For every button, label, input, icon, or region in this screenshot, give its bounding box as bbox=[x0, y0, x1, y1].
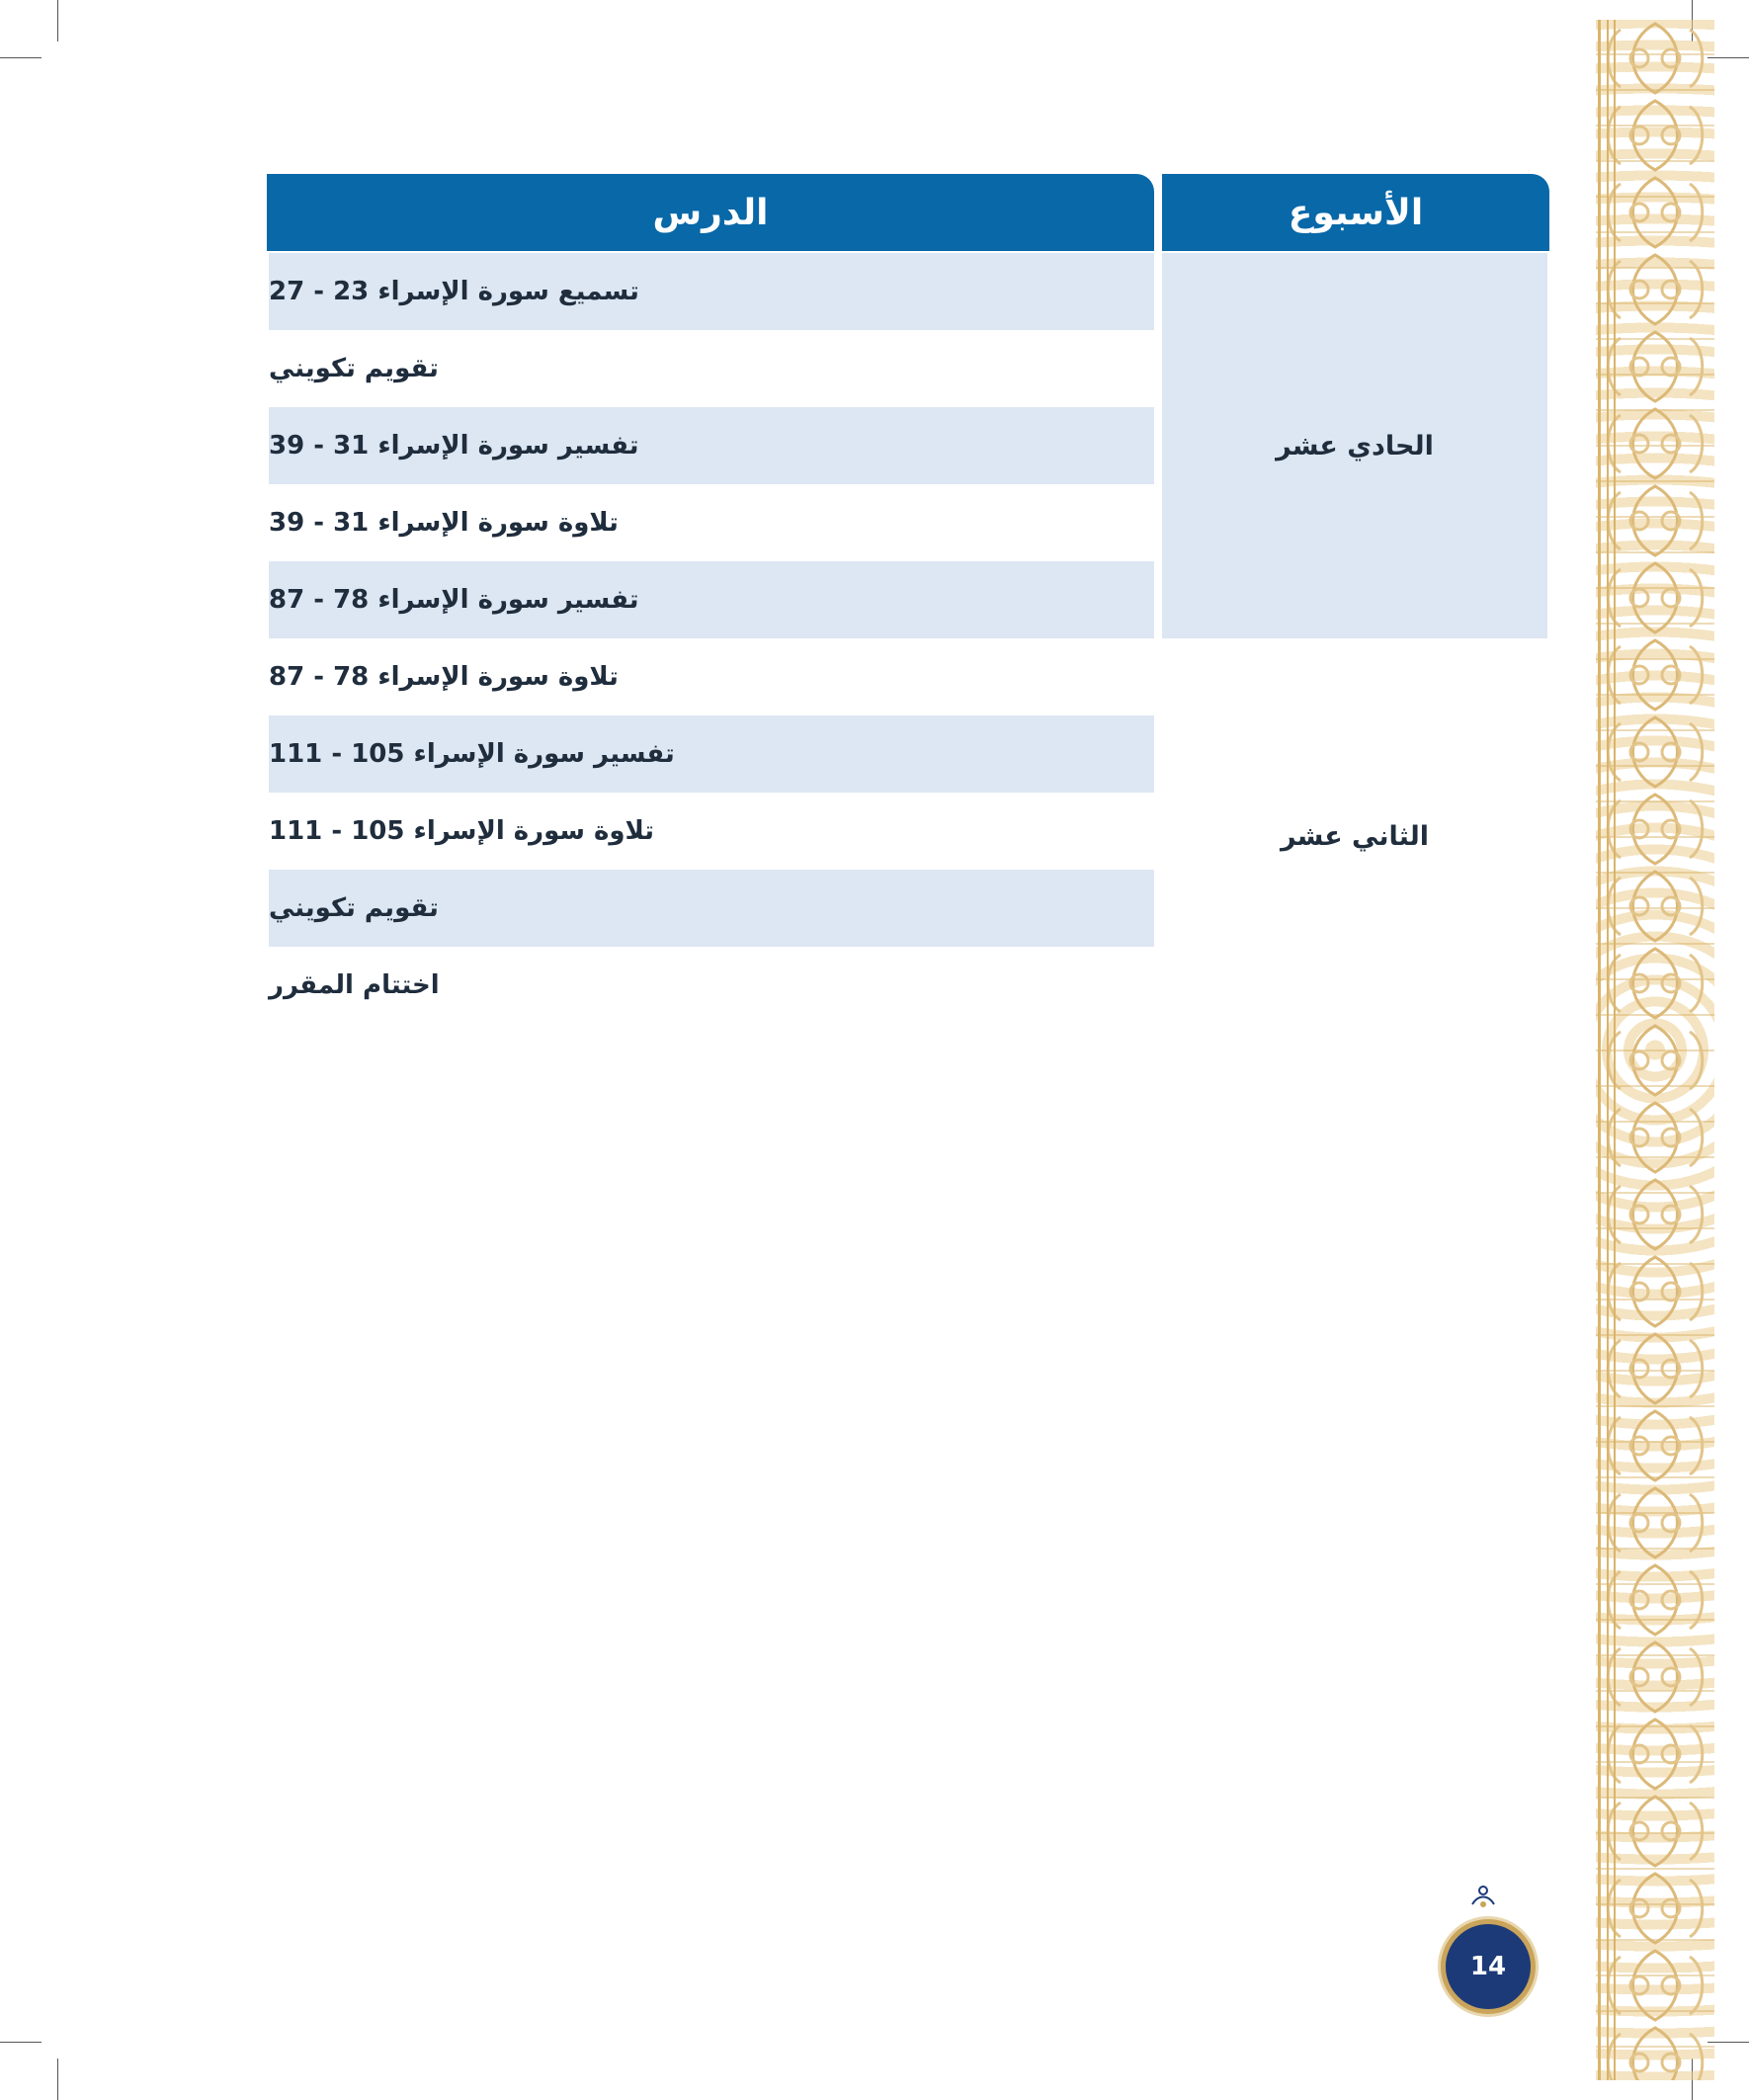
lesson-row bbox=[269, 330, 1154, 407]
lesson-text: تقويم تكويني bbox=[269, 354, 439, 383]
page-number: 14 bbox=[1441, 1919, 1536, 2014]
ornament-icon bbox=[1468, 1883, 1498, 1912]
lesson-text: اختتام المقرر bbox=[269, 970, 440, 1000]
week-cell: الحادي عشر bbox=[1162, 253, 1547, 638]
lesson-text: تسميع سورة الإسراء 23 - 27 bbox=[269, 277, 639, 306]
crop-mark bbox=[0, 57, 42, 58]
lesson-row bbox=[269, 484, 1154, 561]
lesson-text: تفسير سورة الإسراء 105 - 111 bbox=[269, 739, 675, 769]
lesson-row bbox=[269, 715, 1154, 793]
lesson-text: تفسير سورة الإسراء 78 - 87 bbox=[269, 585, 639, 615]
lesson-row bbox=[269, 793, 1154, 870]
crop-mark bbox=[57, 2058, 58, 2100]
lesson-row bbox=[269, 407, 1154, 484]
crop-mark bbox=[57, 0, 58, 42]
lesson-row bbox=[269, 947, 1154, 1024]
lesson-text: تلاوة سورة الإسراء 105 - 111 bbox=[269, 816, 655, 846]
lesson-text: تفسير سورة الإسراء 31 - 39 bbox=[269, 431, 639, 461]
crop-mark bbox=[0, 2042, 42, 2043]
border-line bbox=[1598, 20, 1601, 2080]
lesson-text: تقويم تكويني bbox=[269, 893, 439, 923]
lesson-row bbox=[269, 253, 1154, 330]
lesson-column-header: الدرس bbox=[267, 174, 1154, 251]
lesson-row bbox=[269, 870, 1154, 947]
lesson-row bbox=[269, 638, 1154, 715]
lesson-text: تلاوة سورة الإسراء 78 - 87 bbox=[269, 662, 619, 692]
week-column-header: الأسبوع bbox=[1162, 174, 1549, 251]
border-line bbox=[1614, 20, 1616, 2080]
week-cell: الثاني عشر bbox=[1280, 820, 1430, 852]
border-line bbox=[1607, 20, 1609, 2080]
lesson-row bbox=[269, 561, 1154, 638]
lesson-text: تلاوة سورة الإسراء 31 - 39 bbox=[269, 508, 619, 538]
